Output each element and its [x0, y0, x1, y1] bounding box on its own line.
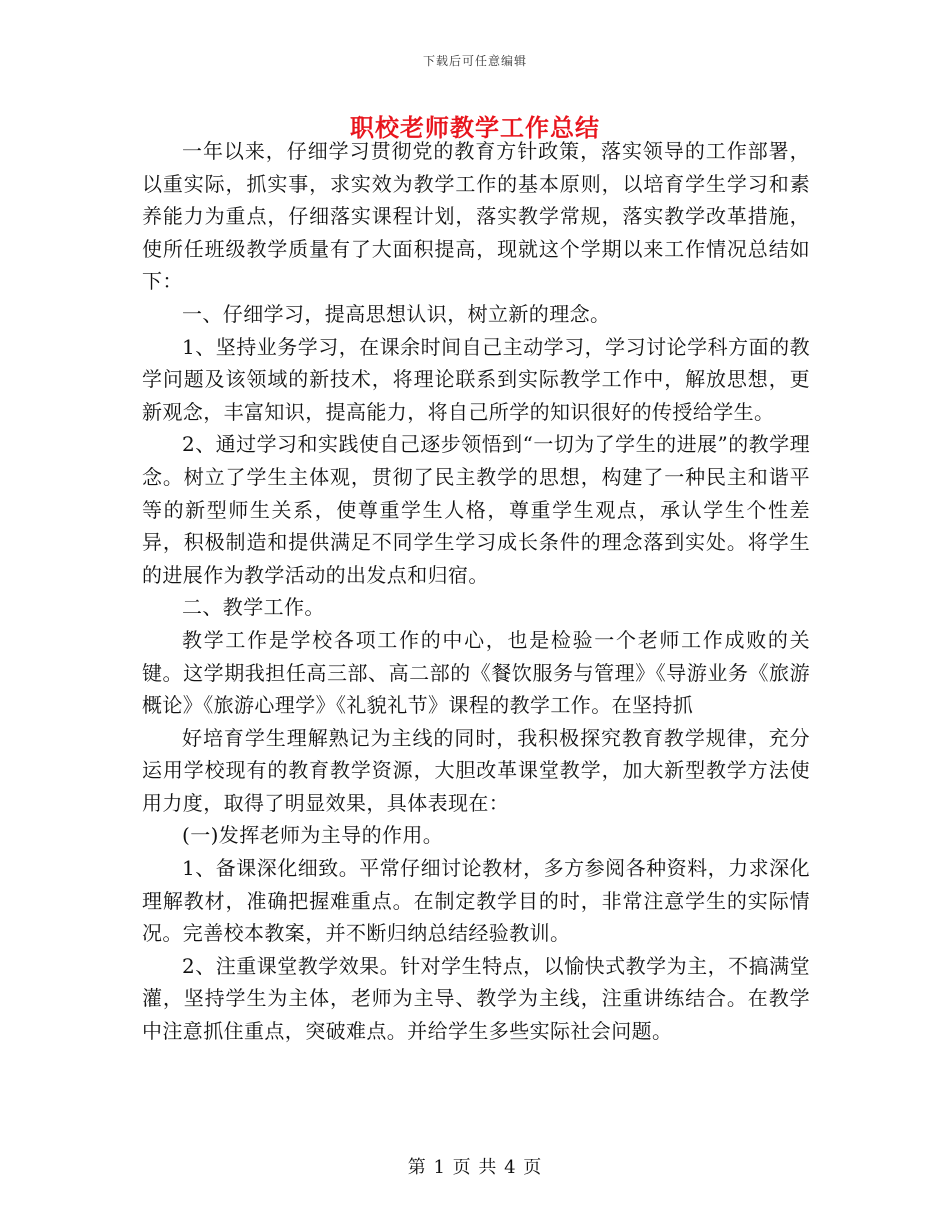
paragraph-classroom-effect: 2、注重课堂教学效果。针对学生特点，以愉快式教学为主，不搞满堂灌，坚持学生为主体，老师为主导、教学为主线，注重讲练结合。在教学中注意抓住重点，突破难点。并给学生多些实际社会问题。	[142, 953, 810, 1044]
paragraph-study-2: 2、通过学习和实践使自己逐步领悟到“一切为了学生的进展”的教学理念。树立了学生主体观，贯彻了民主教学的思想，构建了一种民主和谐平等的新型师生关系，使尊重学生人格，尊重学生观点，承认学生个性差异，积极制造和提供满足不同学生学习成长条件的理念落到实处。将学生的进展作为教学活动的出发点和归宿。	[142, 432, 810, 587]
paragraph-lesson-prep: 1、备课深化细致。平常仔细讨论教材，多方参阅各种资料，力求深化理解教材，准确把握难重点。在制定教学目的时，非常注意学生的实际情况。完善校本教案，并不断归纳总结经验教训。	[142, 856, 810, 946]
section-heading-teaching: 二、教学工作。	[182, 595, 325, 620]
subsection-heading-teacher-role: (一)发挥老师为主导的作用。	[182, 823, 444, 848]
paragraph-teaching-continued: 好培育学生理解熟记为主线的同时，我积极探究教育教学规律，充分运用学校现有的教育教学资源，大胆改革课堂教学，加大新型教学方法使用力度，取得了明显效果，具体表现在：	[142, 725, 810, 815]
page-footer: 第 1 页 共 4 页	[407, 1157, 543, 1178]
document-body	[142, 135, 810, 1048]
paragraph-teaching-intro: 教学工作是学校各项工作的中心，也是检验一个老师工作成败的关键。这学期我担任高三部、高二部的《餐饮服务与管理》《导游业务《旅游概论》《旅游心理学》《礼貌礼节》课程的教学工作。在坚持抓	[142, 627, 810, 718]
document-title: 职校老师教学工作总结	[350, 113, 600, 142]
paragraph-study-1: 1、坚持业务学习，在课余时间自己主动学习，学习讨论学科方面的教学问题及该领域的新技术，将理论联系到实际教学工作中，解放思想，更新观念，丰富知识，提高能力，将自己所学的知识很好的传授给学生。	[142, 334, 810, 424]
section-heading-study: 一、仔细学习，提高思想认识，树立新的理念。	[182, 301, 611, 326]
paragraph-intro: 一年以来，仔细学习贯彻党的教育方针政策，落实领导的工作部署，以重实际，抓实事，求实效为教学工作的基本原则，以培育学生学习和素养能力为重点，仔细落实课程计划，落实教学常规，落实教学改革措施，使所任班级教学质量有了大面积提高，现就这个学期以来工作情况总结如下：	[142, 139, 810, 294]
header-note: 下载后可任意编辑	[422, 54, 527, 68]
